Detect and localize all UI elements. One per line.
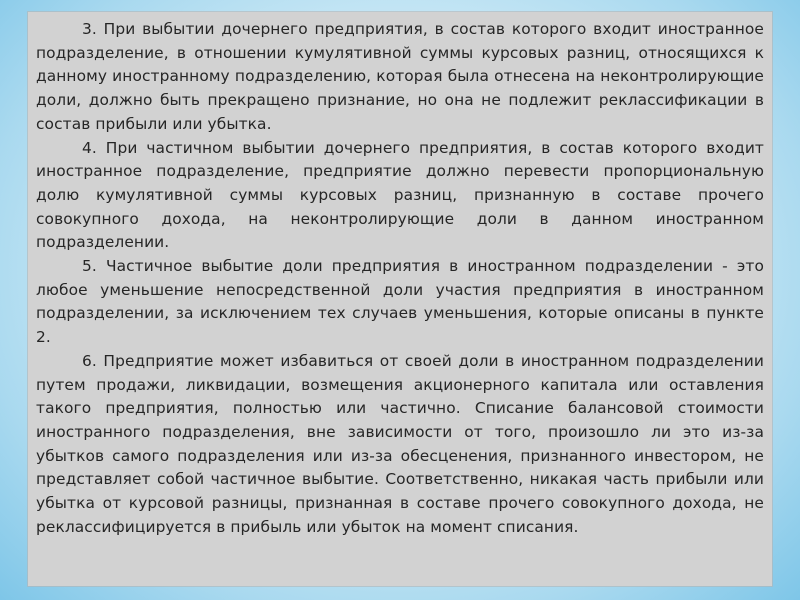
paragraph-4: 4. При частичном выбытии дочернего предприятия, в состав которого входит иностранное подразделение, предприятие должно перевести пропорциональную долю кумулятивной суммы курсовых разниц, признанную в составе прочего совокупного дохода, на неконтролирующие доли в данном иностранном подразделении. <box>36 138 764 252</box>
paragraph-5: 5. Частичное выбытие доли предприятия в иностранном подразделении - это любое уменьшение непосредственной доли участия предприятия в иностранном подразделении, за исключением тех случаев уменьшения, которые описаны в пункте 2. <box>36 257 764 347</box>
paragraph-6: 6. Предприятие может избавиться от своей доли в иностранном подразделении путем продажи, ликвидации, возмещения акционерного капитала или оставления такого предприятия, полностью или частично. Списание балансовой стоимости иностранного подразделения, вне зависимости от того, произошло ли это из-за убытков самого подразделения или из-за обесценения, признанного инвестором, не представляет собой частичное выбытие. Соответственно, никакая часть прибыли или убытка от курсовой разницы, признанная в составе прочего совокупного дохода, не реклассифицируется в прибыль или убыток на момент списания. <box>36 351 764 536</box>
text-box <box>28 12 772 586</box>
paragraph-3: 3. При выбытии дочернего предприятия, в состав которого входит иностранное подразделение, в отношении кумулятивной суммы курсовых разниц, относящихся к данному иностранному подразделению, которая была отнесена на неконтролирующие доли, должно быть прекращено признание, но она не подлежит реклассификации в состав прибыли или убытка. <box>36 20 764 133</box>
